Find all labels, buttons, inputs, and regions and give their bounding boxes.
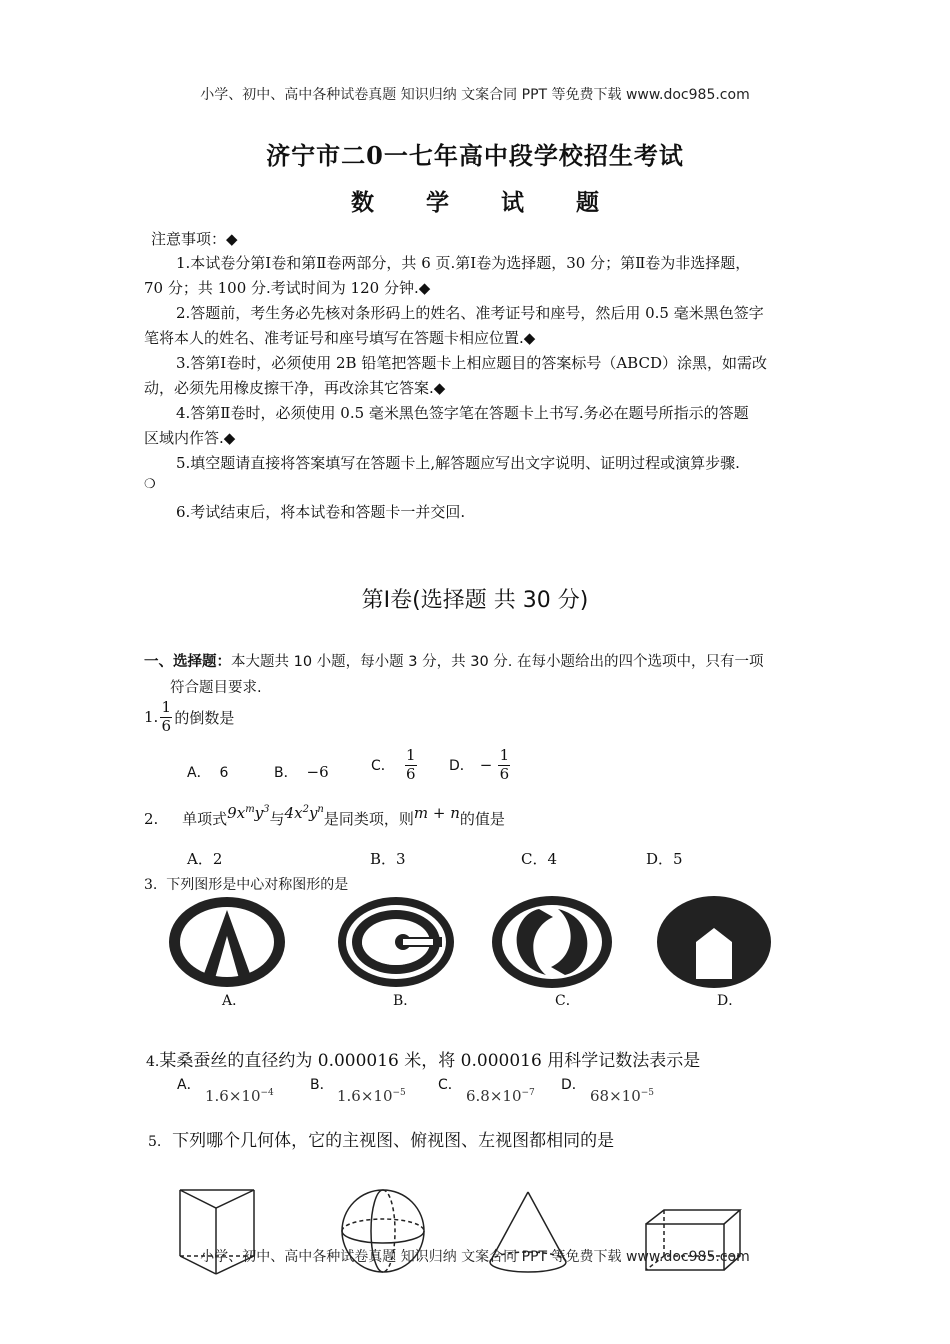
q2-option-d: D．5 — [646, 850, 683, 868]
q4-option-b-value: $1.6\times 10^{-5}$ — [337, 1087, 406, 1105]
page-header: 小学、初中、高中各种试卷真题 知识归纳 文案合同 PPT 等免费下载 www.doc985.com — [200, 87, 750, 103]
q4-option-d-label: D． — [561, 1077, 586, 1093]
notice-line: ❍ — [144, 477, 156, 492]
notice-line: 4.答第Ⅱ卷时，必须使用 0.5 毫米黑色签字笔在答题卡上书写.务必在题号所指示的答题 — [176, 404, 749, 422]
question-2: 2. 单项式$9x^my^3$与$4x^2y^n$是同类项，则m + n的值是 — [144, 804, 505, 828]
q1-option-a: A． 6 — [187, 765, 229, 781]
notice-line: 2.答题前，考生务必先核对条形码上的姓名、准考证号和座号，然后用 0.5 毫米黑色签字 — [176, 304, 764, 322]
section-intro-text: 本大题共 10 小题，每小题 3 分，共 30 分. 在每小题给出的四个选项中，只有一项 — [231, 654, 764, 670]
notice-line: 区域内作答.◆ — [144, 429, 236, 447]
q2-option-b: B．3 — [370, 850, 406, 868]
question-number: 3. — [144, 877, 158, 893]
figure-label-d: D． — [717, 993, 743, 1009]
question-text: 的倒数是 — [174, 708, 235, 727]
question-text: 某桑蚕丝的直径约为 0.000016 米，将 0.000016 用科学记数法表示是 — [159, 1051, 701, 1071]
question-text: 下列图形是中心对称图形的是 — [166, 877, 349, 893]
fraction-one-sixth — [160, 700, 172, 735]
figure-label-b: B． — [393, 993, 418, 1009]
logo-a-figure — [168, 896, 288, 990]
section-intro-line2: 符合题目要求. — [170, 680, 262, 696]
section-title: 第Ⅰ卷(选择题 共 30 分) — [361, 588, 589, 613]
notice-line: 3.答第Ⅰ卷时，必须使用 2B 铅笔把答题卡上相应题目的答案标号（ABCD）涂黑，如需改 — [176, 354, 767, 372]
question-1 — [144, 700, 234, 735]
question-number: 1. — [144, 708, 159, 727]
q4-option-a-label: A． — [177, 1077, 201, 1093]
notice-line: 6.考试结束后，将本试卷和答题卡一并交回. — [176, 503, 466, 521]
question-5 — [148, 1126, 614, 1151]
logo-g-figure — [337, 896, 455, 988]
frac-numerator: 1 — [161, 698, 172, 716]
figure-label-c: C． — [555, 993, 580, 1009]
q1-option-c: C． $\frac{1}{6}$ — [371, 746, 416, 783]
question-text: 下列哪个几何体，它的主视图、俯视图、左视图都相同的是 — [172, 1131, 615, 1151]
question-4 — [146, 1046, 700, 1071]
question-number: 2. — [144, 810, 159, 828]
figure-label-a: A． — [222, 993, 247, 1009]
question-text: 单项式 — [182, 810, 228, 828]
notice-line: 笔将本人的姓名、准考证号和座号填写在答题卡相应位置.◆ — [144, 329, 536, 347]
notice-line: 5.填空题请直接将答案填写在答题卡上,解答题应写出文字说明、证明过程或演算步骤. — [176, 454, 740, 472]
q4-option-c-value: $6.8\times 10^{-7}$ — [466, 1087, 535, 1105]
q4-option-c-label: C． — [438, 1077, 462, 1093]
q4-option-d-value: $68\times 10^{-5}$ — [590, 1087, 655, 1105]
frac-denominator: 6 — [161, 716, 172, 735]
q4-option-b-label: B． — [310, 1077, 334, 1093]
question-3 — [144, 874, 348, 894]
q1-option-d: D． − $\frac{1}{6}$ — [449, 746, 510, 783]
notice-heading: 注意事项：◆ — [151, 230, 238, 248]
page-footer: 小学、初中、高中各种试卷真题 知识归纳 文案合同 PPT 等免费下载 www.doc985.com — [200, 1249, 750, 1265]
logo-house-figure — [656, 895, 772, 989]
expr-m-plus-n: m + n — [413, 804, 460, 822]
exam-title: 济宁市二0一七年高中段学校招生考试 — [266, 141, 684, 170]
question-number: 5. — [148, 1134, 162, 1150]
notice-line: 70 分；共 100 分.考试时间为 120 分钟.◆ — [144, 279, 431, 297]
exam-subtitle: 数 学 试 题 — [350, 189, 622, 216]
q2-option-c: C．4 — [521, 850, 558, 868]
term-2: $4x^2y^n$ — [284, 804, 324, 822]
notice-line: 动，必须先用橡皮擦干净，再改涂其它答案.◆ — [144, 379, 446, 397]
term-1: $9x^my^3$ — [227, 804, 270, 822]
section-intro-label: 一、选择题： — [144, 654, 231, 670]
q2-option-a: A．2 — [187, 850, 223, 868]
logo-swirl-figure — [491, 895, 613, 989]
q4-option-a-value: $1.6\times 10^{-4}$ — [205, 1087, 274, 1105]
notice-line: 1.本试卷分第Ⅰ卷和第Ⅱ卷两部分，共 6 页.第Ⅰ卷为选择题，30 分；第Ⅱ卷为非选择题， — [176, 254, 751, 272]
q1-option-b: B． −6 — [274, 763, 329, 781]
section-intro — [144, 650, 764, 671]
question-number: 4. — [146, 1054, 160, 1070]
